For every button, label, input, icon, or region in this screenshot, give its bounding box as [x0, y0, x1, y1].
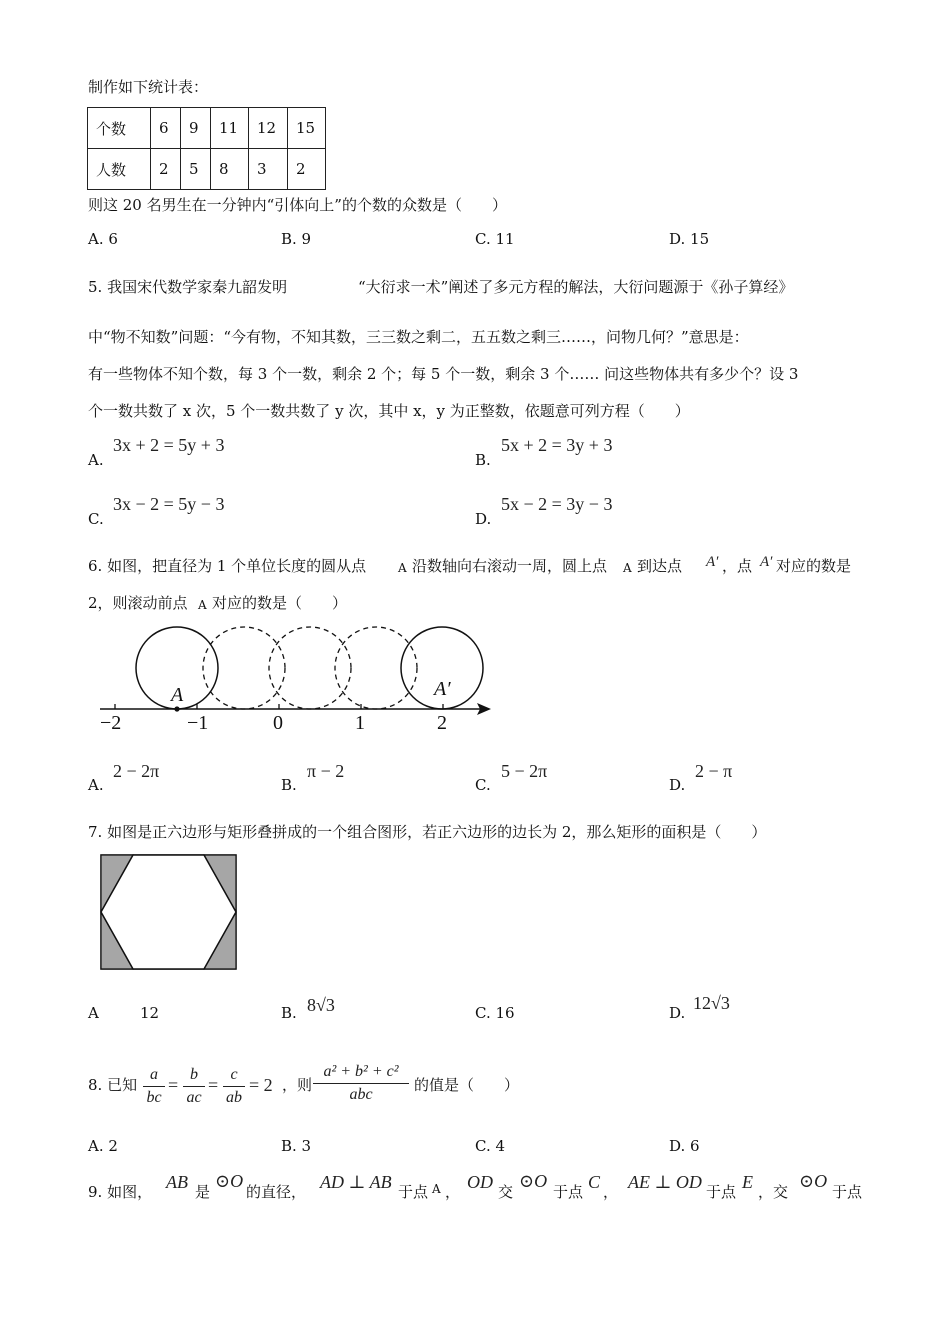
axis-tick-label: −2	[100, 712, 122, 734]
q9-jiao2: ，交	[758, 1183, 789, 1201]
table-cell: 个数	[88, 108, 151, 149]
q6-point-a-inline: A	[198, 598, 207, 612]
q7-option-a-value: 12	[140, 1004, 160, 1022]
table-cell: 5	[181, 149, 211, 190]
q9-point-e: E	[742, 1172, 753, 1192]
q7-label-d: D.	[669, 1004, 686, 1022]
equals-two: = 2	[249, 1075, 273, 1095]
q6-line2b: 对应的数是（ ）	[212, 594, 348, 612]
q4-option-a: A. 6	[88, 230, 118, 248]
q9-comma: ，	[445, 1183, 461, 1201]
table-cell: 3	[249, 149, 288, 190]
table-cell: 2	[151, 149, 181, 190]
q9-od: OD	[467, 1172, 493, 1192]
q7-option-c: C. 16	[475, 1004, 515, 1022]
q6-point-a-inline: A	[398, 561, 407, 575]
table-cell: 11	[211, 108, 249, 149]
point-a-dot	[174, 706, 179, 711]
q9-ab: AB	[166, 1172, 188, 1192]
table-cell: 15	[288, 108, 326, 149]
fraction-denominator: ab	[226, 1089, 242, 1106]
q6-point-a-prime-inline: A′	[760, 554, 773, 570]
q9-comma: ，	[603, 1183, 619, 1201]
table-cell: 8	[211, 149, 249, 190]
equals-sign: =	[208, 1075, 219, 1095]
fraction-a-bc	[143, 1066, 165, 1107]
q9-yudian: 于点	[398, 1183, 429, 1201]
fraction-denominator: ac	[186, 1089, 202, 1106]
q6-line1c: 到达点	[637, 557, 683, 575]
q5-line4: 个一数共数了 x 次，5 个一数共数了 y 次，其中 x，y 为正整数，依题意可列方程（ ）	[88, 402, 690, 420]
table-row	[88, 149, 326, 190]
q5-label-d: D.	[475, 510, 492, 528]
equals-sign: =	[168, 1075, 179, 1095]
q8-suffix: 的值是（ ）	[414, 1076, 520, 1094]
q5-label-a: A.	[88, 451, 104, 469]
q6-formula-d: 2 − π	[695, 761, 733, 781]
table-cell: 人数	[88, 149, 151, 190]
q6-formula-b: π − 2	[307, 761, 345, 781]
fraction-sum-squares-over-abc	[313, 1063, 409, 1104]
axis-tick-label: 2	[437, 712, 447, 734]
q5-line1a: 5. 我国宋代数学家秦九韶发明	[88, 278, 288, 296]
q5-formula-d: 5x − 2 = 3y − 3	[501, 494, 613, 514]
q7-label-a: A	[88, 1004, 99, 1022]
q6-line1d: ，点	[722, 557, 753, 575]
table-cell: 2	[288, 149, 326, 190]
table-cell: 9	[181, 108, 211, 149]
statistics-table	[87, 107, 326, 190]
q6-line2a: 2，则滚动前点	[88, 594, 188, 612]
fraction-denominator: abc	[349, 1086, 373, 1103]
q9-shi: 是	[195, 1183, 211, 1201]
q6-label-d: D.	[669, 776, 686, 794]
q5-line3: 有一些物体不知个数，每 3 个一数，剩余 2 个；每 5 个一数，剩余 3 个…… 问这些物体共有多少个？设 3	[88, 365, 799, 383]
q8-then: ，则	[282, 1076, 313, 1094]
q5-line2: 中“物不知数”问题：“今有物，不知其数，三三数之剩二，五五数之剩三……，问物几何？”意思是：	[88, 328, 749, 346]
axis-tick-label: 1	[355, 712, 365, 734]
q4-stem: 则这 20 名男生在一分钟内“引体向上”的个数的众数是（ ）	[88, 196, 507, 214]
q6-point-a-prime-inline: A′	[706, 554, 719, 570]
dashed-circle	[335, 627, 417, 709]
q9-number: 9. 如图，	[88, 1183, 153, 1201]
dashed-circle	[203, 627, 285, 709]
q7-option-b-value: 8√3	[307, 995, 335, 1015]
dashed-circle	[269, 627, 351, 709]
q9-circle-o: ⊙O	[215, 1171, 244, 1191]
intro-text: 制作如下统计表：	[88, 78, 209, 96]
q8-option-a: A. 2	[88, 1137, 118, 1155]
table-cell: 6	[151, 108, 181, 149]
q8-option-c: C. 4	[475, 1137, 506, 1155]
q8-option-d: D. 6	[669, 1137, 700, 1155]
q6-line1a: 6. 如图，把直径为 1 个单位长度的圆从点	[88, 557, 367, 575]
q6-label-a: A.	[88, 776, 104, 794]
point-a-prime-label: A′	[434, 678, 451, 700]
q6-point-a-inline: A	[623, 561, 632, 575]
q5-label-c: C.	[88, 510, 104, 528]
q4-option-c: C. 11	[475, 230, 515, 248]
axis-tick-label: 0	[273, 712, 283, 734]
q7-stem: 7. 如图是正六边形与矩形叠拼成的一个组合图形，若正六边形的边长为 2，那么矩形的面积是（ ）	[88, 823, 767, 841]
q4-option-d: D. 15	[669, 230, 710, 248]
axis-tick-label: −1	[187, 712, 209, 734]
rolling-circle-figure	[95, 620, 495, 735]
q4-option-b: B. 9	[281, 230, 312, 248]
q9-ad-perp-ab: AD ⊥ AB	[320, 1172, 392, 1192]
table-cell: 12	[249, 108, 288, 149]
q9-jiao: 交	[498, 1183, 514, 1201]
q9-point-c: C	[588, 1172, 601, 1192]
fraction-numerator: c	[223, 1066, 245, 1087]
q9-point-a: A	[432, 1182, 441, 1196]
fraction-numerator: a² + b² + c²	[313, 1063, 409, 1084]
q6-line1e: 对应的数是	[776, 557, 852, 575]
q5-formula-a: 3x + 2 = 5y + 3	[113, 435, 225, 455]
q8-prefix: 8. 已知	[88, 1076, 138, 1094]
q7-label-b: B.	[281, 1004, 297, 1022]
q5-label-b: B.	[475, 451, 491, 469]
q9-circle-o: ⊙O	[519, 1171, 548, 1191]
q6-label-b: B.	[281, 776, 297, 794]
q6-formula-c: 5 − 2π	[501, 761, 548, 781]
table-row	[88, 108, 326, 149]
q7-option-d-value: 12√3	[693, 993, 730, 1013]
q6-formula-a: 2 − 2π	[113, 761, 160, 781]
fraction-numerator: b	[183, 1066, 205, 1087]
q9-yudian-end: 于点	[832, 1183, 863, 1201]
q9-ae-perp-od: AE ⊥ OD	[628, 1172, 702, 1192]
fraction-numerator: a	[143, 1066, 165, 1087]
fraction-c-ab	[223, 1066, 245, 1107]
q9-circle-o: ⊙O	[799, 1171, 828, 1191]
q9-yudian: 于点	[553, 1183, 584, 1201]
fraction-b-ac	[183, 1066, 205, 1107]
q6-line1b: 沿数轴向右滚动一周，圆上点	[412, 557, 608, 575]
fraction-denominator: bc	[146, 1089, 162, 1106]
q6-label-c: C.	[475, 776, 491, 794]
q9-yudian: 于点	[706, 1183, 737, 1201]
q5-line1b: “大衍求一术”阐述了多元方程的解法，大衍问题源于《孙子算经》	[358, 278, 794, 296]
q5-formula-c: 3x − 2 = 5y − 3	[113, 494, 225, 514]
q5-formula-b: 5x + 2 = 3y + 3	[501, 435, 613, 455]
hexagon-rectangle-figure	[100, 854, 237, 970]
point-a-label: A	[171, 684, 184, 706]
q9-diameter-text: 的直径，	[246, 1183, 307, 1201]
q8-option-b: B. 3	[281, 1137, 312, 1155]
